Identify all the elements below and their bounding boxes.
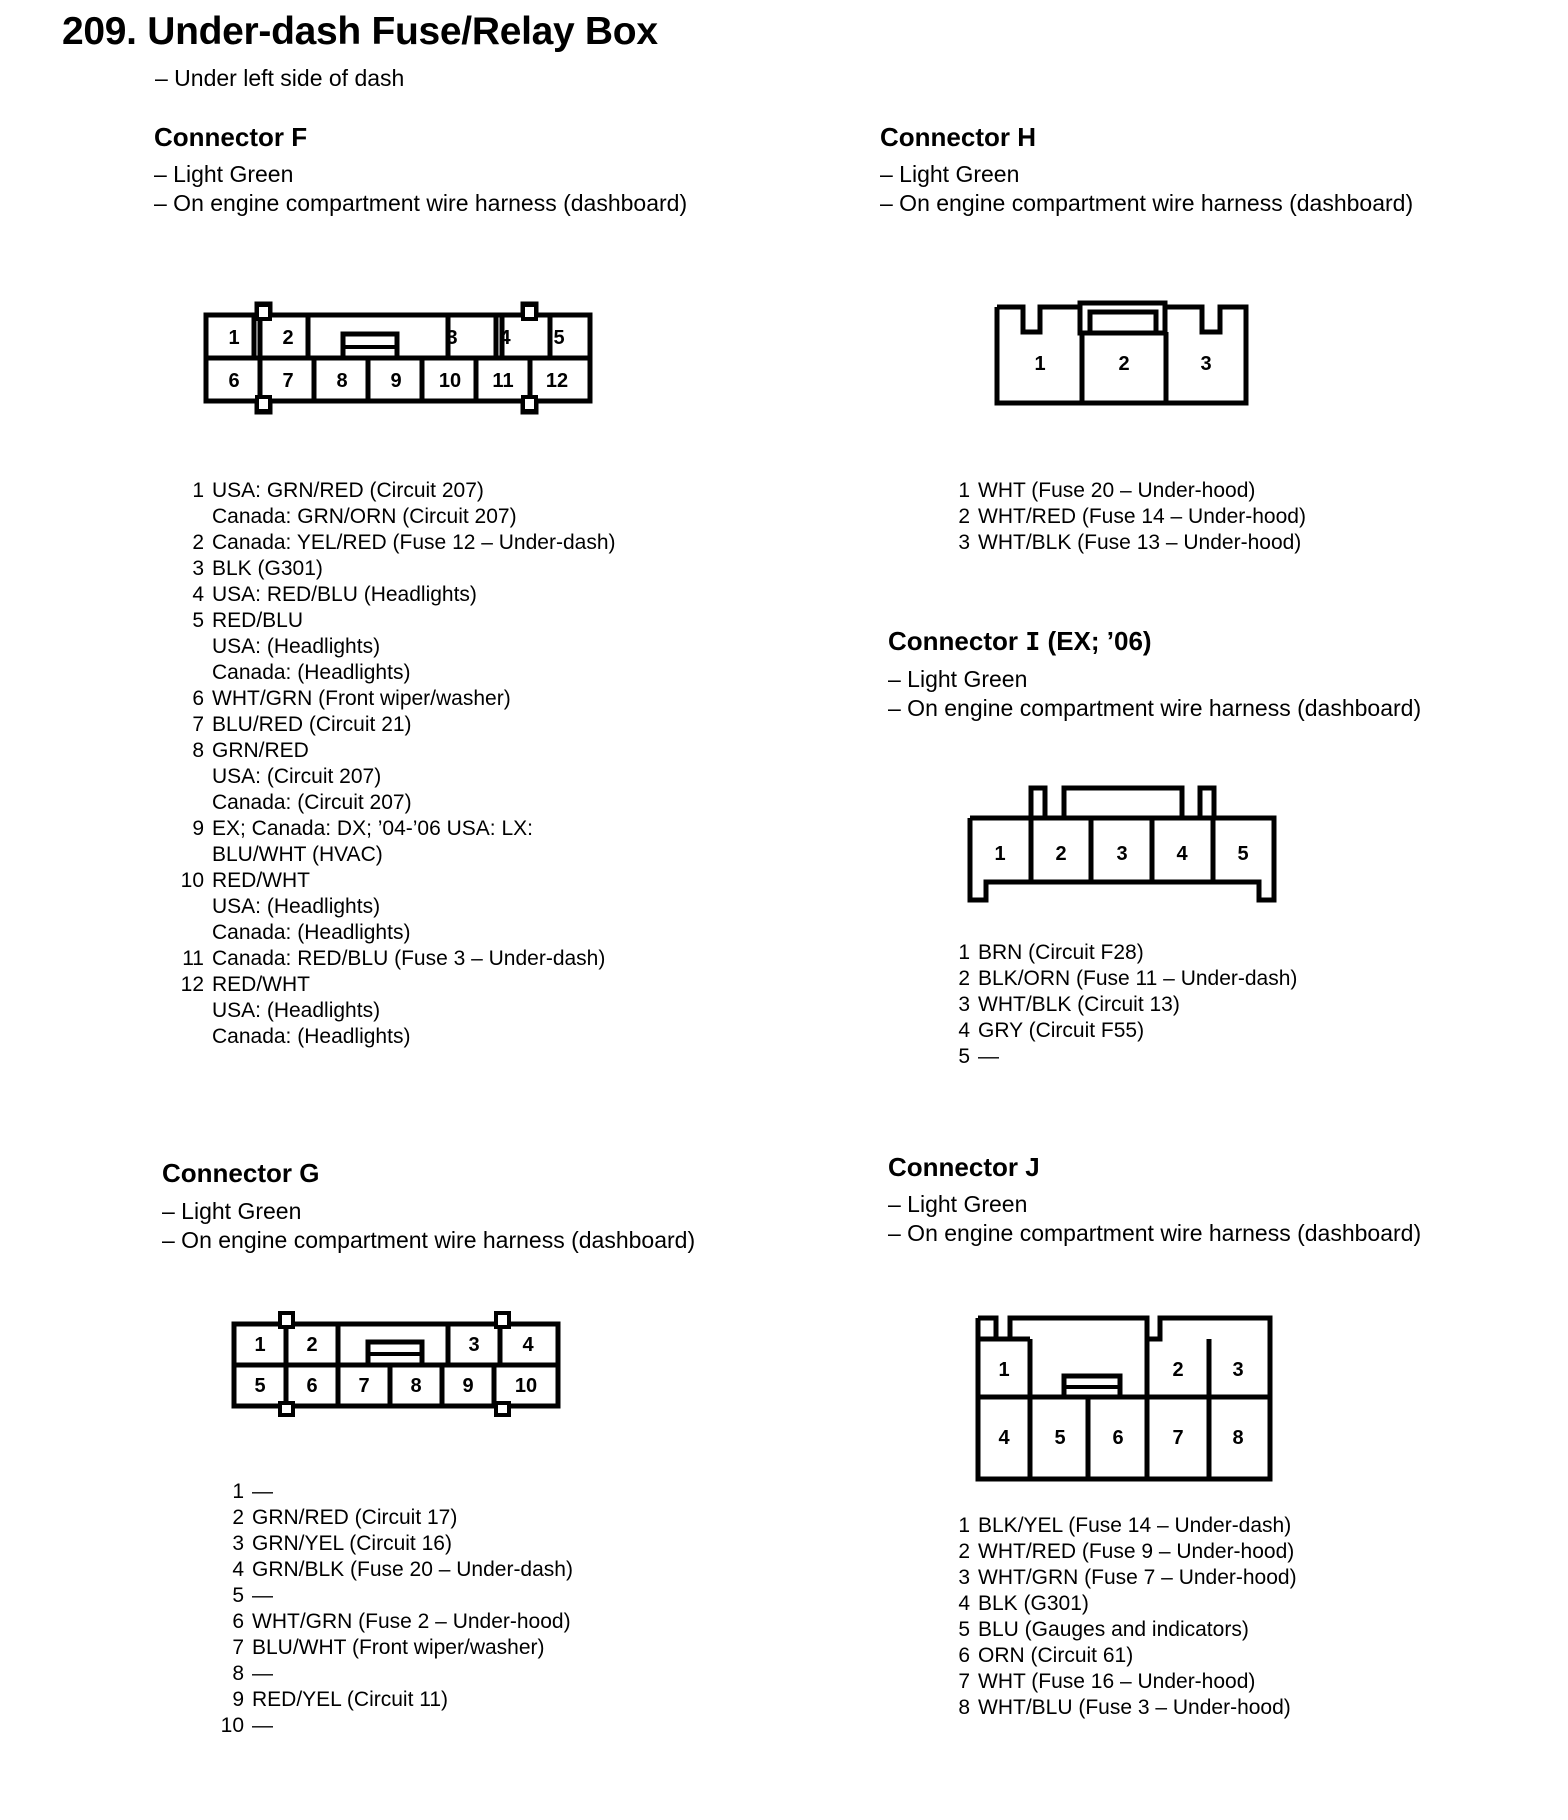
connector-i-location: – On engine compartment wire harness (dashboard): [888, 695, 1422, 721]
pin-description-line: —: [978, 1045, 999, 1068]
connector-i-title: [888, 626, 1152, 657]
diagram-i-pin: 2: [1055, 843, 1067, 865]
pin-description-line: —: [252, 1584, 273, 1607]
pin-number: 3: [958, 531, 970, 554]
pin-description-line: USA: GRN/RED (Circuit 207): [212, 479, 484, 502]
pin-row: [174, 712, 616, 738]
pin-description: [978, 1565, 1297, 1591]
pin-number: 2: [958, 1540, 970, 1563]
pin-row: [940, 1044, 1297, 1070]
diagram-f-pin: 10: [438, 370, 462, 392]
pin-row: [940, 530, 1306, 556]
pin-description-line: USA: (Headlights): [212, 635, 381, 658]
pin-row: [940, 1617, 1297, 1643]
pin-description: [212, 478, 517, 530]
pin-description-line: WHT/BLK (Fuse 13 – Under-hood): [978, 531, 1302, 554]
pin-description: [212, 530, 616, 556]
diagram-g-pin: 1: [254, 1334, 266, 1356]
pin-description-line: Canada: (Headlights): [212, 1025, 411, 1048]
pin-description-line: Canada: YEL/RED (Fuse 12 – Under-dash): [212, 531, 616, 554]
pin-description: [212, 582, 477, 608]
diagram-i-pin: 5: [1237, 843, 1249, 865]
pin-row: [174, 972, 616, 1050]
pin-description: [978, 1018, 1144, 1044]
pin-row: [940, 478, 1306, 504]
connector-i-suffix: (EX; ’06): [1047, 626, 1152, 656]
pin-description-line: GRN/BLK (Fuse 20 – Under-dash): [252, 1558, 573, 1581]
pin-description-line: Canada: (Headlights): [212, 921, 411, 944]
pin-description-line: USA: (Circuit 207): [212, 765, 382, 788]
diagram-f-pin: 5: [553, 327, 565, 349]
location-note: – Under left side of dash: [155, 65, 405, 91]
diagram-f-pin: 8: [336, 370, 348, 392]
diagram-g-pin: 8: [410, 1375, 422, 1397]
pin-description: [978, 1669, 1255, 1695]
pin-description-line: RED/WHT: [212, 869, 310, 892]
pin-description-line: WHT (Fuse 16 – Under-hood): [978, 1670, 1256, 1693]
pin-description: [252, 1479, 273, 1505]
pin-number: 9: [232, 1688, 244, 1711]
pin-row: [214, 1687, 573, 1713]
diagram-g-pin: 9: [462, 1375, 474, 1397]
pin-description: [978, 1617, 1249, 1643]
pin-number: 3: [958, 993, 970, 1016]
pin-description-line: GRN/RED (Circuit 17): [252, 1506, 458, 1529]
pin-number: 1: [958, 479, 970, 502]
pin-number: 8: [232, 1662, 244, 1685]
diagram-f-pin: 2: [282, 327, 294, 349]
pin-description: [212, 946, 605, 972]
pin-number: 12: [180, 973, 204, 996]
diagram-j-pin: 1: [998, 1359, 1010, 1381]
pin-number: 3: [192, 557, 204, 580]
pin-description: [978, 1643, 1133, 1669]
diagram-f-pin: 11: [492, 370, 514, 392]
connector-h-title: Connector H: [880, 122, 1036, 152]
pin-description: [212, 712, 412, 738]
connector-j-diagram: [972, 1312, 1282, 1482]
pin-number: 9: [192, 817, 204, 840]
pin-number: 4: [232, 1558, 244, 1581]
connector-h-diagram: [990, 298, 1260, 410]
pin-row: [174, 946, 616, 972]
pin-number: 5: [192, 609, 204, 632]
pin-description-line: BLK (G301): [978, 1592, 1089, 1615]
pin-description-line: BLU/WHT (HVAC): [212, 843, 383, 866]
pin-description-line: —: [252, 1662, 273, 1685]
diagram-g-pin: 5: [254, 1375, 266, 1397]
pin-row: [174, 738, 616, 816]
pin-number: 3: [958, 1566, 970, 1589]
pin-description: [212, 868, 410, 946]
pin-number: 6: [232, 1610, 244, 1633]
connector-h-pin-list: [940, 478, 1306, 556]
diagram-f-pin: 9: [390, 370, 402, 392]
pin-number: 2: [192, 531, 204, 554]
pin-description: [252, 1609, 571, 1635]
diagram-f-pin: 1: [228, 327, 240, 349]
pin-description-line: WHT/RED (Fuse 14 – Under-hood): [978, 505, 1306, 528]
pin-description: [252, 1505, 457, 1531]
pin-description: [978, 1695, 1291, 1721]
connector-j-title: Connector J: [888, 1152, 1040, 1182]
pin-description: [978, 530, 1301, 556]
diagram-f-pin: 6: [228, 370, 240, 392]
pin-description: [252, 1635, 545, 1661]
pin-description-line: BLK/ORN (Fuse 11 – Under-dash): [978, 967, 1298, 990]
pin-number: 11: [182, 947, 204, 970]
pin-number: 3: [232, 1532, 244, 1555]
pin-number: 5: [958, 1045, 970, 1068]
pin-description: [978, 478, 1255, 504]
pin-description-line: USA: (Headlights): [212, 999, 381, 1022]
diagram-g-pin: 3: [468, 1334, 480, 1356]
pin-row: [214, 1479, 573, 1505]
pin-description-line: GRN/YEL (Circuit 16): [252, 1532, 452, 1555]
connector-f-title: Connector F: [154, 122, 308, 152]
pin-description-line: WHT/BLK (Circuit 13): [978, 993, 1180, 1016]
pin-row: [174, 530, 616, 556]
diagram-g-pin: 2: [306, 1334, 318, 1356]
diagram-h-pin: 3: [1200, 353, 1212, 375]
pin-number: 5: [958, 1618, 970, 1641]
diagram-j-pin: 2: [1172, 1359, 1184, 1381]
pin-description-line: GRN/RED: [212, 739, 309, 762]
pin-description-line: BLU/RED (Circuit 21): [212, 713, 412, 736]
pin-description: [978, 966, 1297, 992]
connector-i-diagram: [964, 782, 1284, 902]
pin-description-line: BLU (Gauges and indicators): [978, 1618, 1249, 1641]
pin-description-line: ORN (Circuit 61): [978, 1644, 1134, 1667]
pin-number: 4: [958, 1592, 970, 1615]
pin-row: [940, 1695, 1297, 1721]
pin-row: [940, 1513, 1297, 1539]
connector-f-pin-list: [174, 478, 616, 1050]
pin-number: 2: [958, 967, 970, 990]
diagram-i-pin: 4: [1176, 843, 1188, 865]
pin-description-line: Canada: GRN/ORN (Circuit 207): [212, 505, 517, 528]
pin-row: [174, 608, 616, 686]
pin-number: 6: [958, 1644, 970, 1667]
pin-row: [214, 1609, 573, 1635]
connector-g-pin-list: [214, 1479, 573, 1739]
connector-f-location: – On engine compartment wire harness (dashboard): [154, 190, 688, 216]
connector-g-title: Connector G: [162, 1158, 320, 1188]
pin-description: [252, 1687, 448, 1713]
pin-row: [940, 1643, 1297, 1669]
pin-row: [174, 868, 616, 946]
connector-j-location: – On engine compartment wire harness (dashboard): [888, 1220, 1422, 1246]
pin-row: [174, 686, 616, 712]
connector-f-diagram: [200, 300, 600, 420]
pin-row: [940, 1669, 1297, 1695]
pin-description-line: USA: (Headlights): [212, 895, 381, 918]
pin-row: [940, 504, 1306, 530]
pin-description: [252, 1583, 273, 1609]
pin-description-line: RED/WHT: [212, 973, 310, 996]
connector-j-color: – Light Green: [888, 1191, 1028, 1217]
connector-i-title-text: Connector: [888, 626, 1018, 656]
pin-number: 7: [232, 1636, 244, 1659]
pin-row: [174, 582, 616, 608]
pin-row: [940, 992, 1297, 1018]
pin-description: [978, 1539, 1294, 1565]
pin-description: [212, 686, 511, 712]
diagram-f-pin: 7: [282, 370, 294, 392]
pin-number: 5: [232, 1584, 244, 1607]
diagram-i-pin: 1: [994, 843, 1006, 865]
pin-description-line: USA: RED/BLU (Headlights): [212, 583, 477, 606]
pin-description-line: EX; Canada: DX; ’04-’06 USA: LX:: [212, 817, 533, 840]
pin-description: [252, 1531, 452, 1557]
pin-description-line: BLK/YEL (Fuse 14 – Under-dash): [978, 1514, 1292, 1537]
pin-number: 4: [958, 1019, 970, 1042]
pin-description-line: RED/BLU: [212, 609, 304, 632]
diagram-g-pin: 7: [358, 1375, 370, 1397]
pin-description-line: WHT/GRN (Fuse 2 – Under-hood): [252, 1610, 571, 1633]
connector-g-location: – On engine compartment wire harness (dashboard): [162, 1227, 696, 1253]
diagram-h-pin: 2: [1118, 353, 1130, 375]
pin-description: [978, 940, 1144, 966]
pin-row: [174, 816, 616, 868]
connector-g-color: – Light Green: [162, 1198, 302, 1224]
pin-description: [212, 608, 410, 686]
diagram-g-pin: 4: [522, 1334, 534, 1356]
pin-row: [174, 556, 616, 582]
diagram-f-pin: 12: [545, 370, 569, 392]
connector-h-color: – Light Green: [880, 161, 1020, 187]
pin-description: [978, 1044, 999, 1070]
pin-description-line: —: [252, 1480, 273, 1503]
pin-number: 1: [232, 1480, 244, 1503]
diagram-f-pin: 3: [446, 327, 458, 349]
pin-row: [214, 1505, 573, 1531]
pin-number: 10: [220, 1714, 244, 1737]
connector-f-color: – Light Green: [154, 161, 294, 187]
pin-number: 1: [958, 941, 970, 964]
pin-row: [214, 1713, 573, 1739]
diagram-j-pin: 6: [1112, 1427, 1124, 1449]
pin-row: [174, 478, 616, 530]
diagram-j-pin: 5: [1054, 1427, 1066, 1449]
connector-j-pin-list: [940, 1513, 1297, 1721]
pin-row: [940, 1539, 1297, 1565]
connector-i-color: – Light Green: [888, 666, 1028, 692]
pin-description-line: WHT/GRN (Fuse 7 – Under-hood): [978, 1566, 1297, 1589]
pin-row: [214, 1531, 573, 1557]
pin-row: [940, 1018, 1297, 1044]
pin-description: [978, 504, 1306, 530]
pin-number: 7: [192, 713, 204, 736]
diagram-j-pin: 8: [1232, 1427, 1244, 1449]
pin-row: [940, 966, 1297, 992]
pin-description-line: —: [252, 1714, 273, 1737]
pin-description: [212, 556, 323, 582]
diagram-j-pin: 7: [1172, 1427, 1184, 1449]
diagram-j-pin: 4: [998, 1427, 1010, 1449]
pin-description: [978, 992, 1180, 1018]
pin-number: 2: [232, 1506, 244, 1529]
diagram-h-pin: 1: [1034, 353, 1046, 375]
pin-row: [940, 1591, 1297, 1617]
pin-row: [214, 1557, 573, 1583]
diagram-f-pin: 4: [499, 327, 511, 349]
pin-description-line: BLU/WHT (Front wiper/washer): [252, 1636, 545, 1659]
pin-description: [252, 1557, 573, 1583]
pin-description-line: RED/YEL (Circuit 11): [252, 1688, 449, 1711]
pin-row: [214, 1635, 573, 1661]
pin-description-line: BRN (Circuit F28): [978, 941, 1144, 964]
pin-description-line: GRY (Circuit F55): [978, 1019, 1145, 1042]
connector-g-diagram: [228, 1308, 568, 1418]
pin-row: [214, 1583, 573, 1609]
pin-number: 10: [180, 869, 204, 892]
diagram-g-pin: 6: [306, 1375, 318, 1397]
pin-description-line: WHT/BLU (Fuse 3 – Under-hood): [978, 1696, 1291, 1719]
pin-number: 2: [958, 505, 970, 528]
pin-row: [214, 1661, 573, 1687]
connector-i-pin-list: [940, 940, 1297, 1070]
pin-description: [978, 1591, 1089, 1617]
diagram-i-pin: 3: [1116, 843, 1128, 865]
pin-description: [212, 816, 533, 868]
pin-description: [978, 1513, 1291, 1539]
connector-i-letter: I: [1025, 627, 1041, 656]
pin-description-line: Canada: RED/BLU (Fuse 3 – Under-dash): [212, 947, 606, 970]
pin-description-line: WHT/RED (Fuse 9 – Under-hood): [978, 1540, 1295, 1563]
pin-description: [212, 738, 412, 816]
pin-number: 8: [192, 739, 204, 762]
pin-number: 4: [192, 583, 204, 606]
pin-description-line: WHT (Fuse 20 – Under-hood): [978, 479, 1256, 502]
pin-row: [940, 1565, 1297, 1591]
pin-number: 7: [958, 1670, 970, 1693]
pin-description: [252, 1661, 273, 1687]
pin-description-line: Canada: (Headlights): [212, 661, 411, 684]
pin-number: 8: [958, 1696, 970, 1719]
page-title: 209. Under-dash Fuse/Relay Box: [62, 10, 658, 53]
pin-description-line: Canada: (Circuit 207): [212, 791, 412, 814]
pin-number: 1: [192, 479, 204, 502]
pin-row: [940, 940, 1297, 966]
connector-h-location: – On engine compartment wire harness (dashboard): [880, 190, 1414, 216]
pin-description: [252, 1713, 273, 1739]
pin-number: 6: [192, 687, 204, 710]
diagram-g-pin: 10: [514, 1375, 538, 1397]
pin-number: 1: [958, 1514, 970, 1537]
pin-description: [212, 972, 410, 1050]
pin-description-line: WHT/GRN (Front wiper/washer): [212, 687, 511, 710]
diagram-j-pin: 3: [1232, 1359, 1244, 1381]
pin-description-line: BLK (G301): [212, 557, 323, 580]
